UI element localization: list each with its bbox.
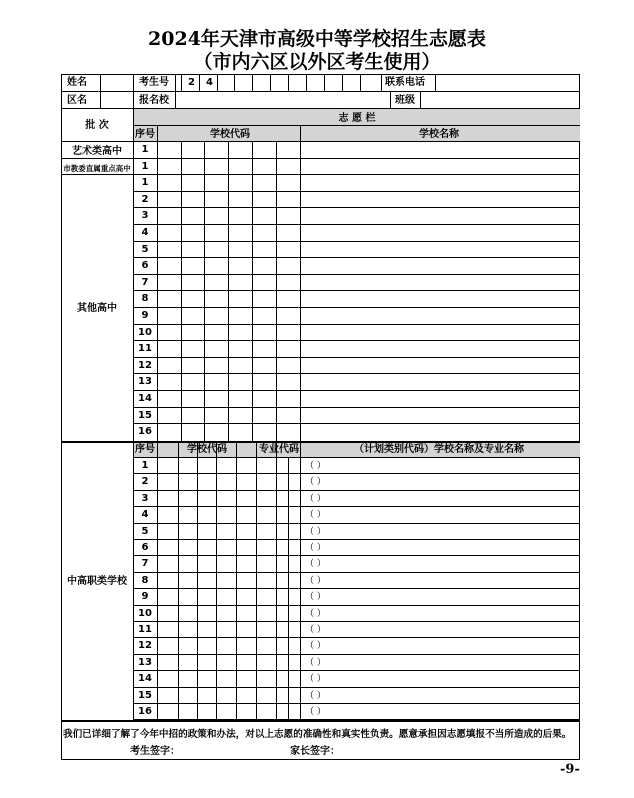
grid-line bbox=[133, 523, 580, 524]
grid-line bbox=[133, 621, 580, 622]
grid-line bbox=[197, 441, 198, 720]
plan-category-paren: （ ） bbox=[305, 510, 326, 520]
grid-line bbox=[61, 174, 580, 175]
plan-category-paren: （ ） bbox=[305, 494, 326, 504]
grid-line bbox=[133, 241, 580, 242]
grid-line bbox=[133, 506, 580, 507]
grid-line bbox=[133, 555, 580, 556]
grid-line bbox=[61, 141, 580, 142]
grid-line bbox=[236, 441, 237, 720]
vocational-row-number: 15 bbox=[138, 690, 152, 701]
grid-line bbox=[178, 441, 179, 720]
vocational-row-number: 1 bbox=[141, 460, 149, 471]
grid-line bbox=[276, 141, 277, 441]
grid-line bbox=[270, 74, 271, 91]
plan-category-paren: （ ） bbox=[305, 691, 326, 701]
grid-line bbox=[133, 473, 580, 474]
vocational-row-number: 4 bbox=[141, 509, 149, 520]
commitment-statement: 我们已详细了解了今年中招的政策和办法，对以上志愿的准确性和真实性负责。愿意承担因志愿填报不当所造成的后果。 bbox=[63, 729, 572, 740]
seq-header: 序号 bbox=[135, 129, 155, 140]
school-code-header: 学校代码 bbox=[210, 129, 250, 140]
vocational-row-number: 16 bbox=[138, 706, 152, 717]
vocational-row-number: 14 bbox=[138, 673, 152, 684]
grid-line bbox=[324, 74, 325, 91]
grid-line bbox=[234, 74, 235, 91]
grid-line bbox=[381, 74, 382, 91]
grid-line bbox=[360, 74, 361, 91]
vocational-row-number: 8 bbox=[141, 575, 149, 586]
grid-line bbox=[133, 274, 580, 275]
header-shading bbox=[133, 125, 580, 141]
grid-line bbox=[252, 141, 253, 441]
plan-category-paren: （ ） bbox=[305, 641, 326, 651]
exam-no-digit-1: 2 bbox=[188, 77, 195, 88]
class-label: 班级 bbox=[395, 95, 415, 106]
grid-line bbox=[342, 74, 343, 91]
plan-category-paren: （ ） bbox=[305, 625, 326, 635]
vocational-row-number: 6 bbox=[141, 542, 149, 553]
other-row-number: 9 bbox=[141, 310, 149, 321]
grid-line bbox=[133, 125, 580, 126]
grid-line bbox=[252, 74, 253, 91]
grid-line bbox=[216, 441, 217, 720]
plan-category-paren: （ ） bbox=[305, 674, 326, 684]
other-row-number: 4 bbox=[141, 227, 149, 238]
plan-category-paren: （ ） bbox=[305, 609, 326, 619]
grid-line bbox=[157, 441, 158, 720]
grid-line bbox=[61, 441, 580, 443]
vocational-row-number: 13 bbox=[138, 657, 152, 668]
grid-line bbox=[390, 91, 391, 108]
other-row-number: 7 bbox=[141, 277, 149, 288]
grid-line bbox=[133, 290, 580, 291]
plan-category-paren: （ ） bbox=[305, 477, 326, 487]
grid-line bbox=[133, 340, 580, 341]
grid-line bbox=[133, 390, 580, 391]
grid-line bbox=[181, 74, 182, 91]
vocational-row-number: 5 bbox=[141, 526, 149, 537]
grid-line bbox=[133, 207, 580, 208]
exam-no-label: 考生号 bbox=[139, 77, 169, 88]
major-code-header: 专业代码 bbox=[259, 444, 299, 455]
grid-line bbox=[61, 91, 580, 92]
grid-line bbox=[300, 125, 301, 441]
vocational-label: 中高职类学校 bbox=[67, 576, 127, 587]
grid-line bbox=[100, 74, 101, 108]
city-high-label: 市教委直属重点高中 bbox=[63, 164, 131, 173]
other-row-number: 16 bbox=[138, 426, 152, 437]
grid-line bbox=[133, 191, 580, 192]
grid-line bbox=[133, 687, 580, 688]
other-row-number: 5 bbox=[141, 244, 149, 255]
other-row-number: 11 bbox=[138, 343, 152, 354]
grid-line bbox=[420, 91, 421, 108]
other-row-number: 6 bbox=[141, 260, 149, 271]
plan-header: （计划类别代码）学校名称及专业名称 bbox=[354, 444, 524, 455]
grid-line bbox=[175, 74, 176, 108]
grid-line bbox=[300, 441, 301, 720]
grid-line bbox=[133, 441, 134, 720]
grid-line bbox=[133, 654, 580, 655]
grid-line bbox=[288, 457, 289, 720]
other-row-number: 13 bbox=[138, 376, 152, 387]
grid-line bbox=[228, 141, 229, 441]
grid-line bbox=[133, 324, 580, 325]
grid-line bbox=[61, 108, 580, 109]
grid-line bbox=[133, 224, 580, 225]
plan-category-paren: （ ） bbox=[305, 461, 326, 471]
grid-line bbox=[133, 307, 580, 308]
district-label: 区名 bbox=[67, 95, 87, 106]
grid-line bbox=[133, 588, 580, 589]
grid-line bbox=[133, 457, 580, 458]
other-row-number: 1 bbox=[141, 177, 149, 188]
art-high-label: 艺术类高中 bbox=[72, 146, 122, 157]
seq-header-2: 序号 bbox=[135, 444, 155, 455]
student-signature-label: 考生签字： bbox=[130, 746, 180, 757]
grid-line bbox=[133, 539, 580, 540]
grid-line bbox=[133, 637, 580, 638]
art-row-number: 1 bbox=[141, 144, 149, 155]
grid-line bbox=[306, 74, 307, 91]
grid-line bbox=[199, 74, 200, 91]
grid-line bbox=[61, 158, 580, 159]
plan-category-paren: （ ） bbox=[305, 576, 326, 586]
plan-category-paren: （ ） bbox=[305, 592, 326, 602]
grid-line bbox=[288, 74, 289, 91]
vocational-row-number: 10 bbox=[138, 608, 152, 619]
page-number: -9- bbox=[560, 762, 580, 777]
plan-category-paren: （ ） bbox=[305, 707, 326, 717]
other-row-number: 8 bbox=[141, 293, 149, 304]
phone-label: 联系电话 bbox=[385, 77, 425, 88]
grid-line bbox=[133, 357, 580, 358]
other-row-number: 10 bbox=[138, 327, 152, 338]
plan-category-paren: （ ） bbox=[305, 559, 326, 569]
grid-line bbox=[133, 373, 580, 374]
grid-line bbox=[133, 257, 580, 258]
other-row-number: 2 bbox=[141, 194, 149, 205]
city-row-number: 1 bbox=[141, 161, 149, 172]
volunteer-label: 志 愿 栏 bbox=[338, 113, 376, 124]
grid-line bbox=[133, 572, 580, 573]
grid-line bbox=[157, 125, 158, 441]
vocational-row-number: 2 bbox=[141, 476, 149, 487]
parent-signature-label: 家长签字： bbox=[290, 746, 340, 757]
grid-line bbox=[256, 441, 257, 720]
plan-category-paren: （ ） bbox=[305, 527, 326, 537]
grid-line bbox=[133, 670, 580, 671]
grid-line bbox=[217, 74, 218, 91]
grid-line bbox=[204, 141, 205, 441]
vocational-row-number: 9 bbox=[141, 591, 149, 602]
form-subtitle: （市内六区以外区考生使用） bbox=[193, 51, 441, 73]
grid-line bbox=[181, 141, 182, 441]
name-label: 姓名 bbox=[67, 77, 87, 88]
grid-line bbox=[133, 407, 580, 408]
grid-line bbox=[133, 423, 580, 424]
grid-line bbox=[435, 74, 436, 91]
school-code-header-2: 学校代码 bbox=[187, 444, 227, 455]
form-title: 2024年天津市高级中等学校招生志愿表 bbox=[148, 28, 486, 50]
other-row-number: 14 bbox=[138, 393, 152, 404]
batch-label: 批 次 bbox=[85, 120, 109, 131]
vocational-row-number: 11 bbox=[138, 624, 152, 635]
other-high-label: 其他高中 bbox=[77, 303, 117, 314]
grid-line bbox=[276, 457, 277, 720]
grid-line bbox=[61, 720, 580, 722]
other-row-number: 15 bbox=[138, 410, 152, 421]
other-row-number: 12 bbox=[138, 360, 152, 371]
grid-line bbox=[133, 74, 134, 108]
school-label: 报名校 bbox=[139, 95, 169, 106]
grid-line bbox=[133, 605, 580, 606]
vocational-row-number: 12 bbox=[138, 640, 152, 651]
vocational-row-number: 7 bbox=[141, 558, 149, 569]
plan-category-paren: （ ） bbox=[305, 543, 326, 553]
vocational-row-number: 3 bbox=[141, 493, 149, 504]
plan-category-paren: （ ） bbox=[305, 658, 326, 668]
school-name-header: 学校名称 bbox=[419, 129, 459, 140]
exam-no-digit-2: 4 bbox=[206, 77, 213, 88]
grid-line bbox=[133, 703, 580, 704]
other-row-number: 3 bbox=[141, 210, 149, 221]
grid-line bbox=[133, 490, 580, 491]
